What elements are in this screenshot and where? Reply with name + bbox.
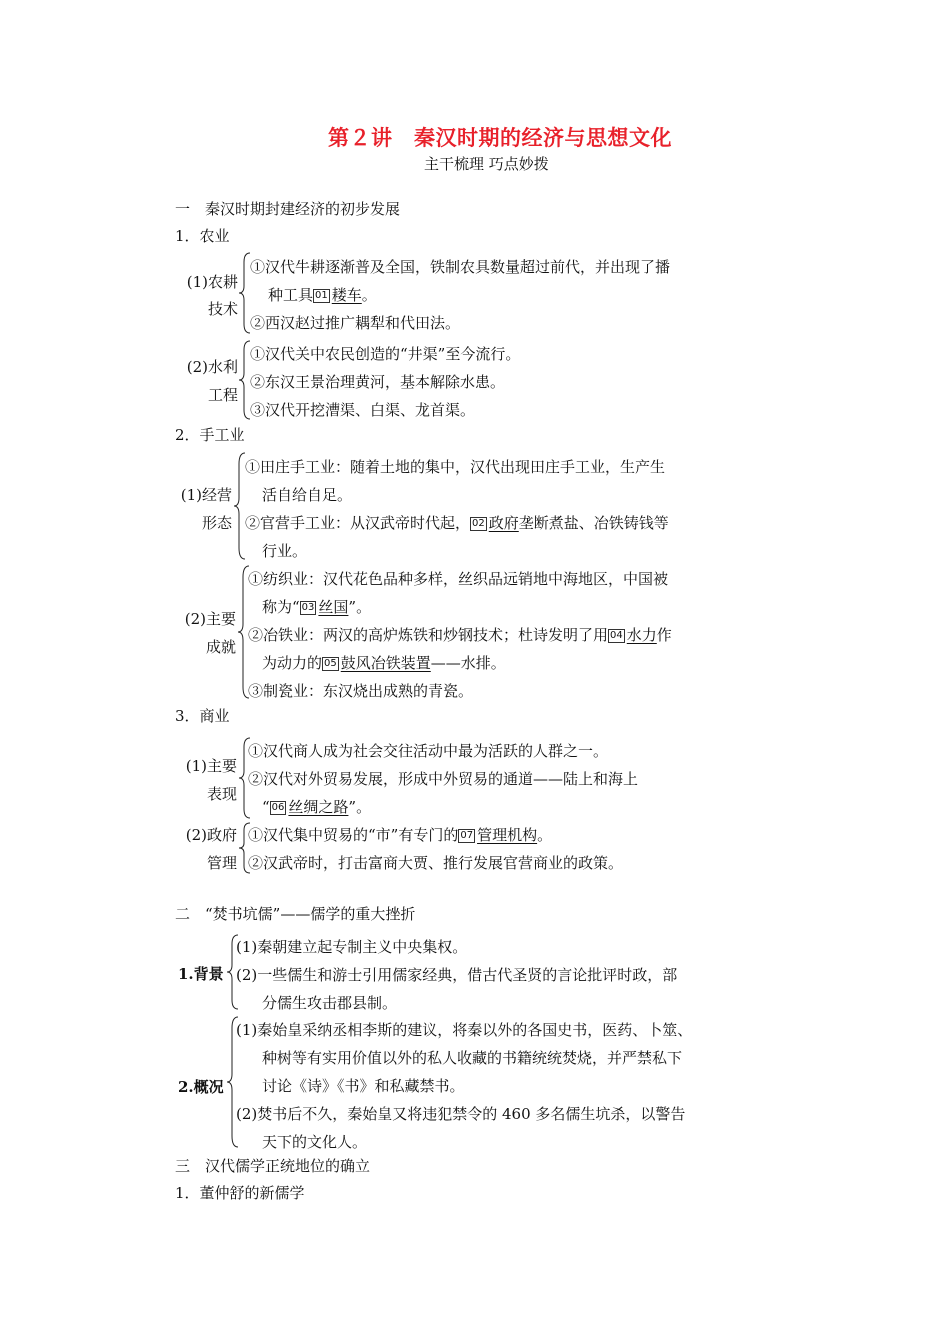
commerce-a-item-2-pre: “ [262,798,270,816]
page-title: 第２讲 秦汉时期的经济与思想文化 [328,125,672,150]
answer-text: 丝国 [318,598,349,616]
craft-a-item-2-pre: ②官营手工业：从汉武帝时代起， [245,514,471,532]
bg-item-2-line-1: (2)一些儒生和游士引用儒家经典，借古代圣贤的言论批评时政，部 [236,966,678,984]
craft-a-label-1: (1)经营 [180,486,232,504]
agri-a-item-2: ②西汉赵过推广耦犁和代田法。 [250,314,461,332]
answer-text: 耧车 [331,286,362,304]
ov-item-2-line-2: 天下的文化人。 [262,1133,368,1151]
commerce-a-item-2-line-2 [262,796,371,817]
commerce-b-label-1: (2)政府 [185,826,237,844]
commerce-b-item-2: ②汉武帝时，打击富商大贾、推行发展官营商业的政策。 [248,854,624,872]
agri-b-item-1: ①汉代关中农民创造的“井渠”至今流行。 [250,345,521,363]
craft-heading: 2．手工业 [175,426,245,444]
ov-item-1-line-1: (1)秦始皇采纳丞相李斯的建议，将秦以外的各国史书，医药、卜筮、 [236,1021,693,1039]
agri-b-item-2: ②东汉王景治理黄河，基本解除水患。 [250,373,506,391]
craft-b-item-2-l2-end: ——水排。 [430,654,506,672]
craft-a-item-2-line-1 [245,512,669,533]
craft-b-item-1-line-2 [262,596,371,617]
ov-item-1-line-2: 种树等有实用价值以外的私人收藏的书籍统统焚烧，并严禁私下 [262,1049,683,1067]
agri-b-label-2: 工程 [207,386,238,404]
craft-b-item-1-end: ”。 [348,598,372,616]
page-subtitle: 主干梳理 巧点妙拨 [424,155,549,173]
blank-number: 01 [315,290,328,301]
agri-a-item-1-end: 。 [361,286,377,304]
section-1-heading: 一 秦汉时期封建经济的初步发展 [175,200,401,218]
section-3-sub-1: 1．董仲舒的新儒学 [175,1184,305,1202]
craft-b-item-2-l2-pre: 为动力的 [262,654,323,672]
blank-number: 04 [610,630,623,641]
blank-number: 05 [324,658,337,669]
craft-b-item-1-line-1: ①纺织业：汉代花色品种多样，丝织品远销地中海地区，中国被 [248,570,669,588]
craft-b-item-2-line-2 [262,652,506,673]
answer-text: 鼓风冶铁装置 [340,654,431,672]
agri-b-label-1: (2)水利 [186,358,238,376]
commerce-b-item-1 [248,824,552,845]
section-3-heading: 三 汉代儒学正统地位的确立 [175,1157,371,1175]
craft-a-item-1-line-1: ①田庄手工业：随着土地的集中，汉代出现田庄手工业，生产生 [245,458,666,476]
commerce-a-label-2: 表现 [206,785,237,803]
craft-a-item-2-line-2: 行业。 [262,542,308,560]
craft-b-label-2: 成就 [205,638,236,656]
answer-text: 政府 [488,514,519,532]
craft-b-item-1-pre: 称为“ [262,598,300,616]
agri-a-label-2: 技术 [207,300,238,318]
ov-item-1-line-3: 讨论《诗》《书》和私藏禁书。 [262,1077,465,1095]
answer-text: 管理机构 [477,826,538,844]
ov-label: 2.概况 [178,1078,224,1096]
craft-b-item-2-post: 作 [656,626,672,644]
commerce-b-label-2: 管理 [206,854,237,872]
commerce-a-label-1: (1)主要 [185,757,237,775]
answer-text: 丝绸之路 [288,798,349,816]
ov-item-2-line-1: (2)焚书后不久，秦始皇又将违犯禁令的 460 多名儒生坑杀，以警告 [236,1105,686,1123]
craft-b-item-3: ③制瓷业：东汉烧出成熟的青瓷。 [248,682,474,700]
craft-b-item-2-line-1 [248,624,672,645]
bg-item-1: (1)秦朝建立起专制主义中央集权。 [236,938,468,956]
blank-number: 03 [301,602,315,613]
agri-heading: 1．农业 [175,227,230,245]
commerce-b-item-1-pre: ①汉代集中贸易的“市”有专门的 [248,826,459,844]
blank-number: 06 [271,802,285,813]
blank-number: 02 [472,518,485,529]
agri-b-item-3: ③汉代开挖漕渠、白渠、龙首渠。 [250,401,476,419]
agri-a-item-1-cont [268,284,377,305]
commerce-a-item-1: ①汉代商人成为社会交往活动中最为活跃的人群之一。 [248,742,609,760]
craft-a-item-2-post: 垄断煮盐、冶铁铸钱等 [518,514,669,532]
commerce-a-item-2-end: ”。 [348,798,372,816]
agri-a-label-1: (1)农耕 [186,273,238,291]
bg-item-2-line-2: 分儒生攻击郡县制。 [262,994,398,1012]
agri-a-item-1-text: 种工具 [268,286,314,304]
craft-b-label-1: (2)主要 [184,610,236,628]
commerce-b-item-1-end: 。 [537,826,553,844]
blank-number: 07 [460,830,474,841]
agri-a-item-1: ①汉代牛耕逐渐普及全国，铁制农具数量超过前代，并出现了播 [250,258,671,276]
commerce-heading: 3．商业 [175,707,230,725]
bg-label: 1.背景 [178,965,224,983]
craft-a-item-1-line-2: 活自给自足。 [262,486,353,504]
answer-text: 水力 [626,626,657,644]
commerce-a-item-2-line-1: ②汉代对外贸易发展，形成中外贸易的通道——陆上和海上 [248,770,639,788]
craft-a-label-2: 形态 [201,514,232,532]
craft-b-item-2-pre: ②冶铁业：两汉的高炉炼铁和炒钢技术；杜诗发明了用 [248,626,609,644]
section-2-heading: 二 “焚书坑儒”——儒学的重大挫折 [175,905,416,923]
